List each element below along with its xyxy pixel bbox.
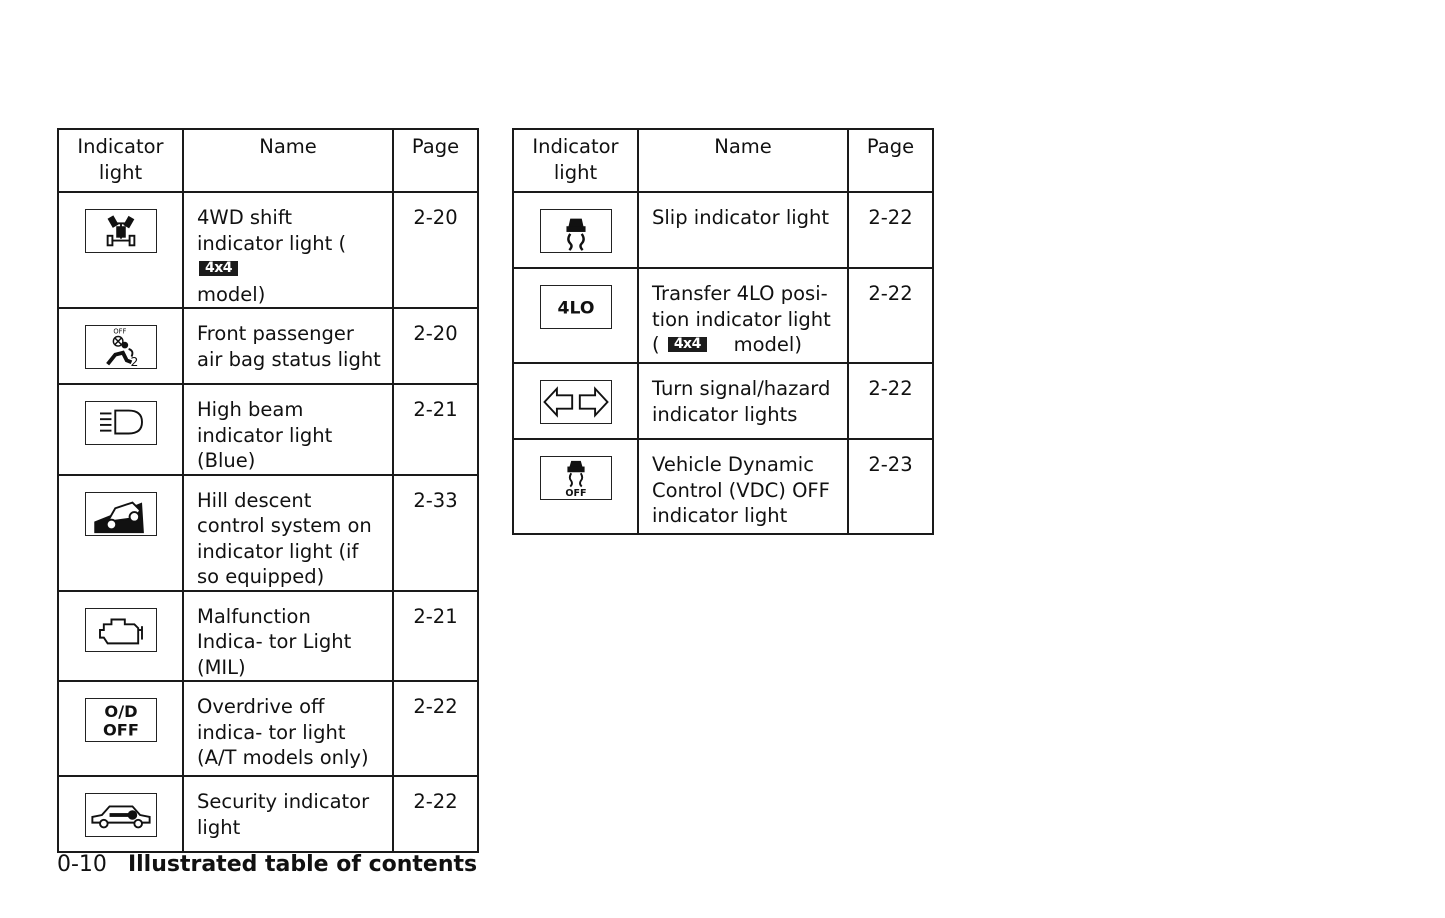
row-name: Transfer 4LO posi- tion indicator light ( 4x4 model) [638, 268, 848, 363]
table-row [513, 268, 933, 363]
row-name: Slip indicator light [638, 192, 848, 268]
table-row [58, 192, 478, 308]
row-name: Overdrive off indica- tor light (A/T models only) [183, 681, 393, 776]
page-number: 0-10 [57, 852, 107, 877]
row-name: High beam indicator light (Blue) [183, 384, 393, 475]
row-page: 2-22 [848, 268, 933, 363]
table-row [513, 192, 933, 268]
engine-icon [85, 608, 157, 652]
indicator-table-right [512, 128, 934, 535]
table-header-row [513, 129, 933, 192]
table-row [513, 439, 933, 534]
row-page: 2-21 [393, 384, 478, 475]
od-off-icon [85, 698, 157, 742]
row-page: 2-20 [393, 308, 478, 384]
row-page: 2-20 [393, 192, 478, 308]
row-name: Turn signal/hazard indicator lights [638, 363, 848, 439]
4wd-shift-icon [85, 209, 157, 253]
table-row [58, 776, 478, 852]
4lo-icon [540, 285, 612, 329]
row-page: 2-22 [393, 776, 478, 852]
airbag-seat-number: 2 [130, 354, 138, 368]
4lo-text: 4LO [557, 298, 594, 319]
4x4-badge: 4x4 [668, 337, 707, 352]
row-page: 2-33 [393, 475, 478, 591]
table-row [513, 363, 933, 439]
airbag-off-text: OFF [112, 327, 126, 336]
table-row [58, 308, 478, 384]
row-name: Malfunction Indica- tor Light (MIL) [183, 591, 393, 682]
vdc-off-icon [540, 456, 612, 500]
high-beam-icon [85, 401, 157, 445]
row-name: Front passenger air bag status light [183, 308, 393, 384]
row-name: Hill descent control system on indicator light (if so equipped) [183, 475, 393, 591]
header-page: Page [848, 129, 933, 192]
header-indicator: Indicator light [58, 129, 183, 192]
table-header-row [58, 129, 478, 192]
page-footer [57, 852, 477, 877]
turn-signal-icon [540, 380, 612, 424]
header-name: Name [638, 129, 848, 192]
slip-icon [540, 209, 612, 253]
od-off-text: OFF [102, 720, 139, 740]
table-row [58, 591, 478, 682]
row-name: Security indicator light [183, 776, 393, 852]
hill-descent-icon [85, 492, 157, 536]
header-name: Name [183, 129, 393, 192]
table-row [58, 681, 478, 776]
row-page: 2-21 [393, 591, 478, 682]
row-page: 2-22 [393, 681, 478, 776]
4x4-badge: 4x4 [199, 261, 238, 276]
indicator-table-left [57, 128, 479, 853]
airbag-off-icon [85, 325, 157, 369]
section-title: Illustrated table of contents [127, 852, 478, 877]
row-page: 2-22 [848, 192, 933, 268]
header-page: Page [393, 129, 478, 192]
od-text: O/D [103, 702, 138, 722]
row-page: 2-22 [848, 363, 933, 439]
table-row [58, 475, 478, 591]
table-row [58, 384, 478, 475]
row-page: 2-23 [848, 439, 933, 534]
header-indicator: Indicator light [513, 129, 638, 192]
row-name: Vehicle Dynamic Control (VDC) OFF indicator light [638, 439, 848, 534]
row-name: 4WD shift indicator light ( 4x4 model) [183, 192, 393, 308]
vdc-off-text: OFF [564, 488, 587, 499]
security-car-key-icon [85, 793, 157, 837]
